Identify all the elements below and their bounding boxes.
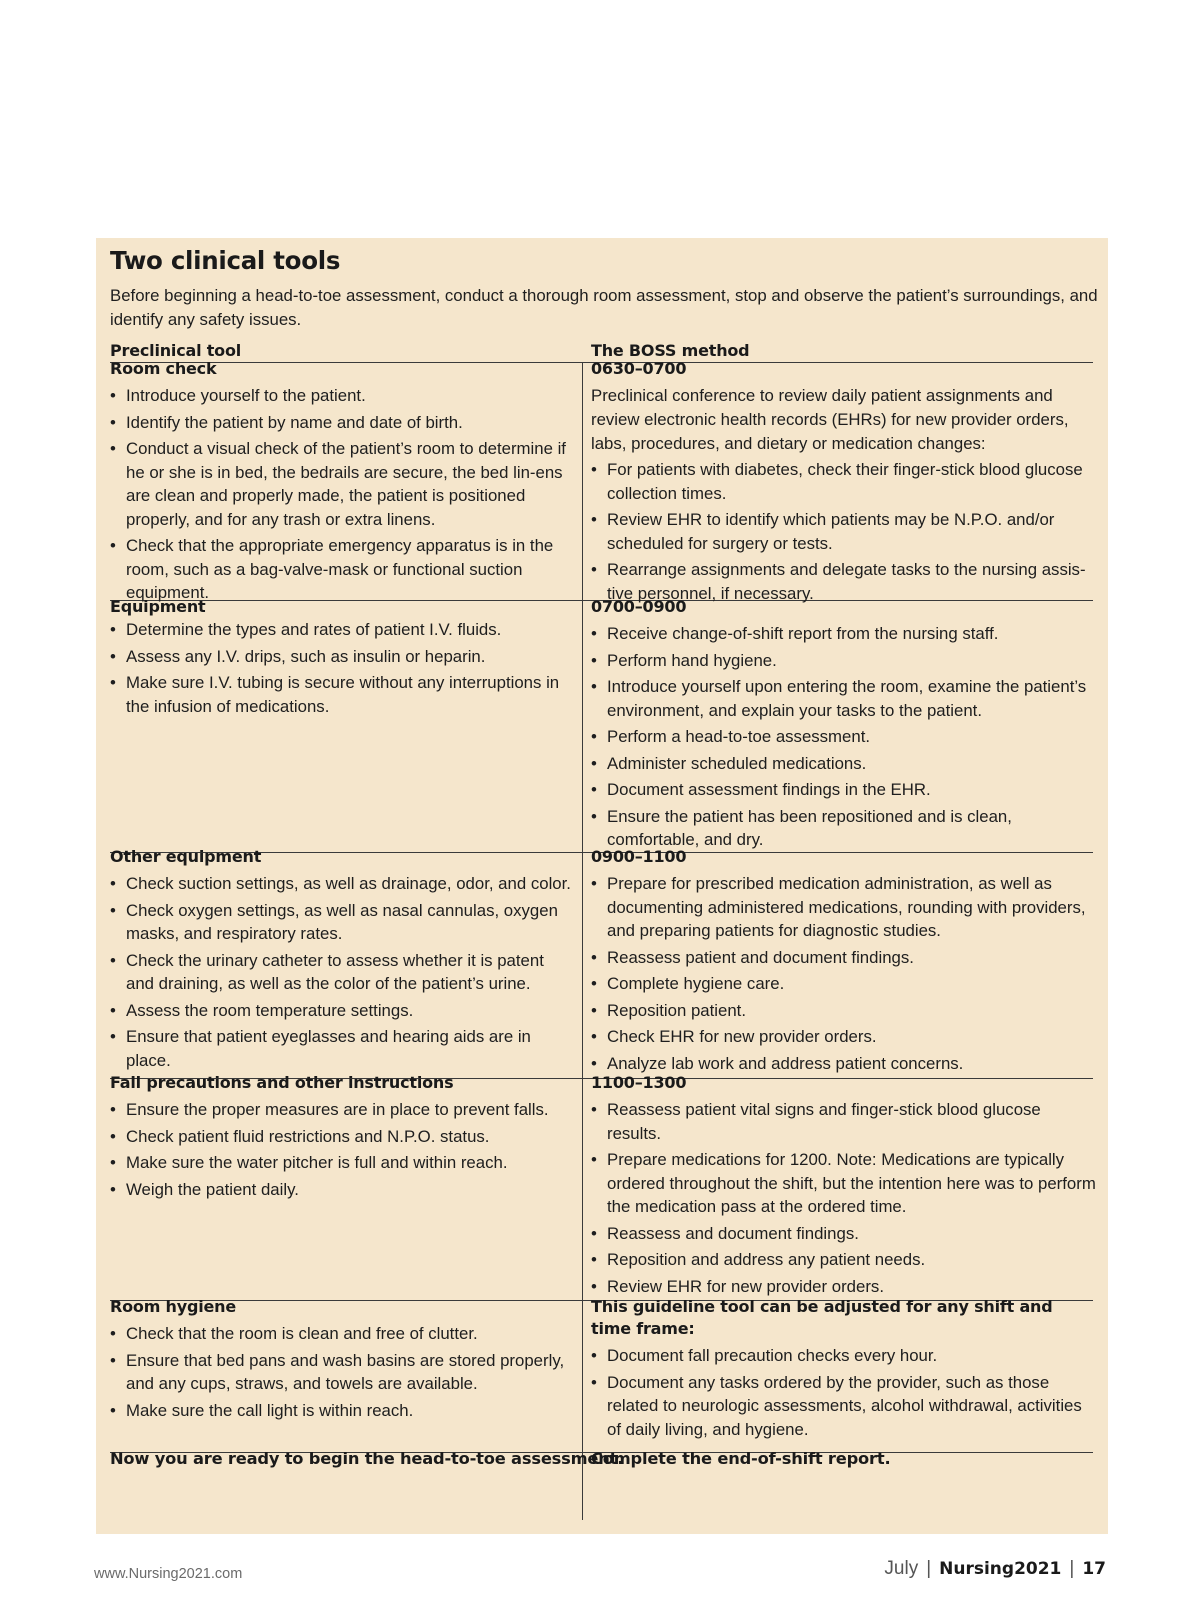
section-title: This guideline tool can be adjusted for any shift and time frame:: [591, 1297, 1053, 1338]
section-0700-0900: [591, 596, 1096, 855]
list-item: • Reassess patient and document findings.: [591, 946, 1096, 970]
list-item: • Identify the patient by name and date of birth.: [110, 411, 576, 435]
section-text: Preclinical conference to review daily patient assignments and review electronic health records (EHRs) for new provider orders, labs, procedures, and dietary or medication changes:: [591, 386, 1069, 453]
website-url: www.Nursing2021.com: [94, 1566, 243, 1582]
list-item: • Document fall precaution checks every hour.: [591, 1344, 1096, 1368]
list-item: • Prepare for prescribed medication administration, as well as documenting administered medications, rounding with providers, and preparing patients for diagnostic studies.: [591, 872, 1096, 943]
list-item: • Review EHR to identify which patients may be N.P.O. and/or scheduled for surgery or tests.: [591, 508, 1096, 555]
section-other-equipment: [110, 846, 576, 1075]
section-room-check: [110, 358, 576, 608]
list-item: • Ensure that bed pans and wash basins are stored properly, and any cups, straws, and towels are available.: [110, 1349, 576, 1396]
list-item: • Check that the room is clean and free of clutter.: [110, 1322, 576, 1346]
section-title: Equipment: [110, 597, 206, 616]
list-item: • Rearrange assignments and delegate tasks to the nursing assis-tive personnel, if necessary.: [591, 558, 1096, 605]
section-title: 0630–0700: [591, 359, 687, 378]
section-guideline-note: [591, 1296, 1096, 1444]
list-item: • Prepare medications for 1200. Note: Medications are typically ordered throughout the shift, but the intention here was to perform the medication pass at the ordered time.: [591, 1148, 1096, 1219]
list-item: • Document any tasks ordered by the provider, such as those related to neurologic assessments, alcohol withdrawal, activities of daily living, and hygiene.: [591, 1371, 1096, 1442]
left-footer-note: Now you are ready to begin the head-to-toe assessment.: [110, 1449, 624, 1468]
list-item: • Perform a head-to-toe assessment.: [591, 725, 1096, 749]
section-title: 1100–1300: [591, 1073, 687, 1092]
list-item: • Ensure the proper measures are in place to prevent falls.: [110, 1098, 576, 1122]
clinical-tools-sidebar-box: [96, 238, 1108, 1534]
page-footer: [884, 1558, 1106, 1580]
list-item: • Check oxygen settings, as well as nasal cannulas, oxygen masks, and respiratory rates.: [110, 899, 576, 946]
list-item: • Administer scheduled medications.: [591, 752, 1096, 776]
section-title: Room hygiene: [110, 1297, 236, 1316]
bullet-list: [591, 1344, 1096, 1441]
column-divider: [582, 362, 583, 1520]
issue-month: July: [884, 1558, 919, 1579]
list-item: • Check suction settings, as well as drainage, odor, and color.: [110, 872, 576, 896]
bullet-list: [591, 1098, 1096, 1298]
list-item: • For patients with diabetes, check their finger-stick blood glucose collection times.: [591, 458, 1096, 505]
footer-separator: |: [926, 1558, 932, 1579]
section-0630-0700: [591, 358, 1096, 608]
list-item: • Introduce yourself to the patient.: [110, 384, 576, 408]
list-item: • Check patient fluid restrictions and N.P.O. status.: [110, 1125, 576, 1149]
bullet-list: [591, 622, 1096, 852]
box-intro: Before beginning a head-to-toe assessment, conduct a thorough room assessment, stop and observe the patient’s surroundings, and identify any safety issues.: [110, 286, 1098, 329]
section-title: Other equipment: [110, 847, 262, 866]
bullet-list: [591, 458, 1096, 605]
section-title: Fall precautions and other instructions: [110, 1073, 454, 1092]
journal-name: Nursing2021: [939, 1559, 1062, 1579]
list-item: • Check that the appropriate emergency apparatus is in the room, such as a bag-valve-mask or functional suction equipment.: [110, 534, 576, 605]
list-item: • Assess any I.V. drips, such as insulin or heparin.: [110, 645, 576, 669]
list-item: • Document assessment findings in the EHR.: [591, 778, 1096, 802]
list-item: • Make sure the water pitcher is full and within reach.: [110, 1151, 576, 1175]
list-item: • Reassess patient vital signs and finger-stick blood glucose results.: [591, 1098, 1096, 1145]
section-0900-1100: [591, 846, 1096, 1078]
footer-separator: |: [1069, 1558, 1075, 1579]
list-item: • Weigh the patient daily.: [110, 1178, 576, 1202]
list-item: • Assess the room temperature settings.: [110, 999, 576, 1023]
section-1100-1300: [591, 1072, 1096, 1301]
list-item: • Check the urinary catheter to assess whether it is patent and draining, as well as the color of the patient’s urine.: [110, 949, 576, 996]
bullet-list: [110, 618, 576, 718]
bullet-list: [110, 1098, 576, 1201]
left-column-header: Preclinical tool: [110, 341, 242, 360]
section-title: 0700–0900: [591, 597, 687, 616]
list-item: • Complete hygiene care.: [591, 972, 1096, 996]
right-column-header: The BOSS method: [591, 341, 750, 360]
list-item: • Introduce yourself upon entering the room, examine the patient’s environment, and explain your tasks to the patient.: [591, 675, 1096, 722]
list-item: • Perform hand hygiene.: [591, 649, 1096, 673]
list-item: • Determine the types and rates of patient I.V. fluids.: [110, 618, 576, 642]
bullet-list: [110, 384, 576, 605]
list-item: • Reposition and address any patient needs.: [591, 1248, 1096, 1272]
list-item: • Reassess and document findings.: [591, 1222, 1096, 1246]
page-number: 17: [1082, 1559, 1106, 1579]
list-item: • Conduct a visual check of the patient’s room to determine if he or she is in bed, the bedrails are secure, the bed lin-ens are clean and properly made, the patient is positioned properly, and for any trash or extra linens.: [110, 437, 576, 531]
section-title: Room check: [110, 359, 217, 378]
list-item: • Reposition patient.: [591, 999, 1096, 1023]
right-footer-note: Complete the end-of-shift report.: [591, 1449, 891, 1468]
box-title: Two clinical tools: [110, 246, 341, 275]
bullet-list: [110, 1322, 576, 1422]
list-item: • Check EHR for new provider orders.: [591, 1025, 1096, 1049]
section-equipment: [110, 596, 576, 721]
list-item: • Ensure the patient has been repositioned and is clean, comfortable, and dry.: [591, 805, 1096, 852]
section-fall-precautions: [110, 1072, 576, 1204]
list-item: • Review EHR for new provider orders.: [591, 1275, 1096, 1299]
list-item: • Make sure I.V. tubing is secure without any interruptions in the infusion of medications.: [110, 671, 576, 718]
list-item: • Receive change-of-shift report from the nursing staff.: [591, 622, 1096, 646]
list-item: • Analyze lab work and address patient concerns.: [591, 1052, 1096, 1076]
section-room-hygiene: [110, 1296, 576, 1425]
section-title: 0900–1100: [591, 847, 687, 866]
list-item: • Ensure that patient eyeglasses and hearing aids are in place.: [110, 1025, 576, 1072]
list-item: • Make sure the call light is within reach.: [110, 1399, 576, 1423]
bullet-list: [591, 872, 1096, 1075]
bullet-list: [110, 872, 576, 1072]
